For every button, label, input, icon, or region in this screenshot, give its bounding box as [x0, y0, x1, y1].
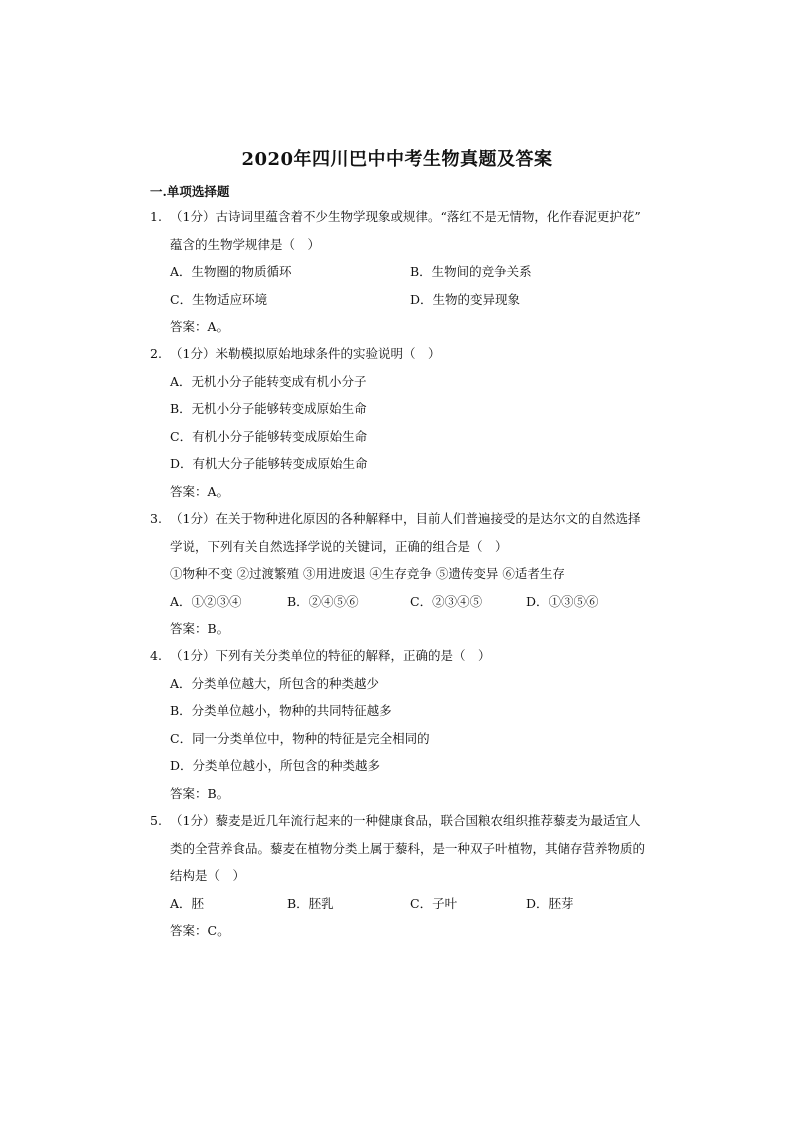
- question-stem: 学说，下列有关自然选择学说的关键词，正确的组合是（ ）: [170, 538, 508, 554]
- option-c: C．同一分类单位中，物种的特征是完全相同的: [170, 730, 430, 746]
- keyword-list: ①物种不变 ②过渡繁殖 ③用进废退 ④生存竞争 ⑤遗传变异 ⑥适者生存: [170, 566, 565, 581]
- option-a: A．①②③④: [170, 593, 242, 609]
- question-number: 2.: [150, 346, 162, 361]
- option-d: D．分类单位越小，所包含的种类越多: [170, 758, 381, 773]
- option-c: C．子叶: [410, 895, 458, 911]
- option-d: D．胚芽: [526, 895, 574, 911]
- answer: 答案：B。: [170, 785, 230, 801]
- question-number: 1.: [150, 209, 162, 224]
- option-row: [150, 588, 650, 616]
- question-number: 3.: [150, 511, 162, 526]
- question-stem: （1分）米勒模拟原始地球条件的实验说明（ ）: [170, 346, 441, 361]
- option-a: A．胚: [170, 895, 205, 911]
- section-heading: 一.单项选择题: [150, 184, 230, 199]
- question-stem: （1分）藜麦是近几年流行起来的一种健康食品，联合国粮农组织推荐藜麦为最适宜人: [170, 813, 641, 828]
- option-c: C．有机小分子能够转变成原始生命: [170, 428, 368, 444]
- option-a: A．生物圈的物质循环: [170, 264, 292, 279]
- option-d: D．生物的变异现象: [410, 291, 521, 307]
- option-row: [150, 286, 650, 314]
- option-b: B．生物间的竞争关系: [410, 264, 532, 279]
- question-stem: 蕴含的生物学规律是（ ）: [170, 236, 321, 252]
- option-c: C．②③④⑤: [410, 593, 483, 609]
- option-b: B．②④⑤⑥: [287, 593, 359, 609]
- answer: 答案：C。: [170, 923, 230, 938]
- answer: 答案：A。: [170, 319, 230, 334]
- answer: 答案：B。: [170, 621, 230, 636]
- question-number: 4.: [150, 648, 162, 663]
- option-row: [150, 258, 650, 286]
- question-stem: （1分）下列有关分类单位的特征的解释，正确的是（ ）: [170, 648, 491, 663]
- option-c: C．生物适应环境: [170, 291, 268, 307]
- question-stem: （1分）古诗词里蕴含着不少生物学现象或规律。“落红不是无情物，化作春泥更护花”: [170, 209, 641, 224]
- option-d: D．①③⑤⑥: [526, 593, 599, 609]
- option-b: B．胚乳: [287, 895, 334, 911]
- option-b: B．分类单位越小，物种的共同特征越多: [170, 703, 392, 718]
- question-stem: （1分）在关于物种进化原因的各种解释中，目前人们普遍接受的是达尔文的自然选择: [170, 511, 641, 526]
- question-stem: 结构是（ ）: [170, 868, 246, 883]
- option-b: B．无机小分子能够转变成原始生命: [170, 401, 367, 416]
- question-2: [150, 340, 650, 505]
- question-5: [150, 807, 650, 945]
- option-a: A．无机小分子能转变成有机小分子: [170, 373, 367, 389]
- option-row: [150, 890, 650, 918]
- question-4: [150, 642, 650, 807]
- question-stem: 类的全营养食品。藜麦在植物分类上属于藜科，是一种双子叶植物，其储存营养物质的: [170, 840, 646, 856]
- option-a: A．分类单位越大，所包含的种类越少: [170, 675, 380, 691]
- question-1: [150, 203, 650, 341]
- question-3: [150, 505, 650, 643]
- answer: 答案：A。: [170, 483, 230, 499]
- option-d: D．有机大分子能够转变成原始生命: [170, 456, 368, 471]
- page-title: 2020年四川巴中中考生物真题及答案: [241, 149, 553, 170]
- question-number: 5.: [150, 813, 162, 828]
